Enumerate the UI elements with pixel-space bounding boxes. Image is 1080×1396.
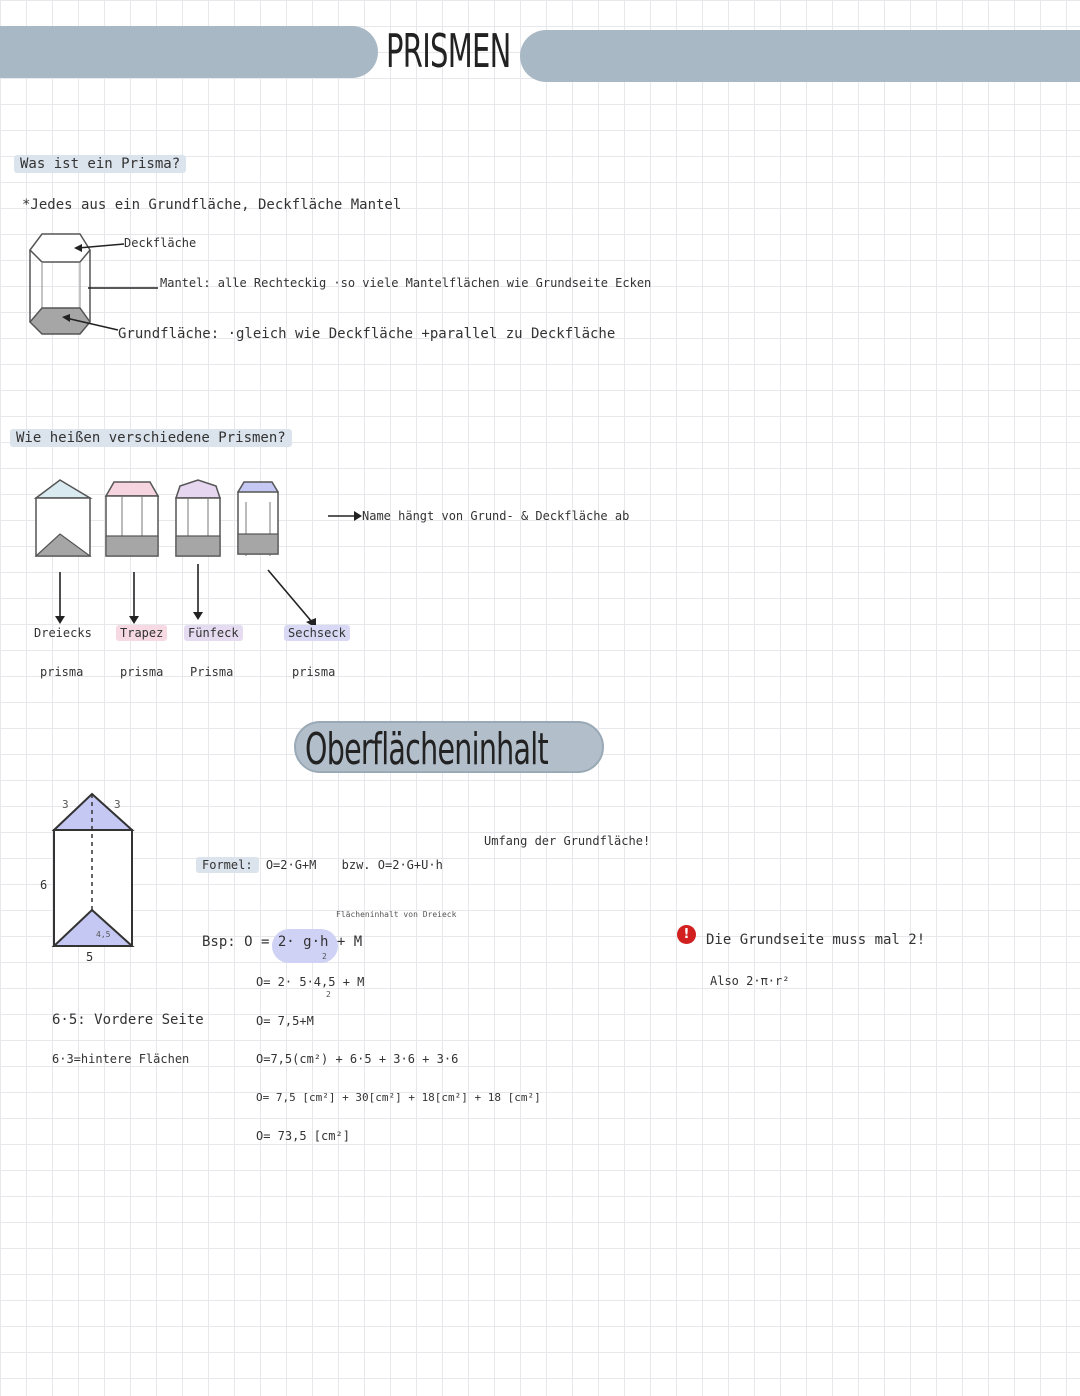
triangular-prism-figure — [50, 790, 140, 950]
surface-area-heading: Oberflächeninhalt — [305, 724, 548, 775]
figure-height: 6 — [40, 878, 48, 892]
umfang-note: Umfang der Grundfläche! — [484, 834, 651, 848]
definition-text: *Jedes aus ein Grundfläche, Deckfläche Mantel — [22, 197, 402, 213]
label-grundflaeche: Grundfläche: ·gleich wie Deckfläche +parallel zu Deckfläche — [118, 326, 616, 342]
prism-suffix-4: prisma — [292, 665, 336, 679]
label-mantel: Mantel: alle Rechteckig ·so viele Mantelflächen wie Grundseite Ecken — [160, 276, 652, 290]
side-back: 6·3=hintere Flächen — [52, 1052, 190, 1066]
calc-step-3: O=7,5(cm²) + 6·5 + 3·6 + 3·6 — [256, 1052, 459, 1066]
prism-suffix-1: prisma — [40, 665, 84, 679]
prism-name-4: Sechseck — [284, 626, 350, 640]
prism-name-3: Fünfeck — [184, 626, 243, 640]
figure-inner: 4,5 — [96, 930, 111, 939]
hexagon-prism-icon — [238, 482, 278, 556]
prism-name-arrows — [30, 560, 350, 630]
header-bar-right — [520, 30, 1080, 82]
page-title: PRISMEN — [386, 24, 511, 78]
prism-name-2: Trapez — [116, 626, 167, 640]
arrow-note: Name hängt von Grund- & Deckfläche ab — [362, 509, 630, 523]
bsp-frac-den: 2 — [322, 952, 327, 961]
section-heading-prism-names: Wie heißen verschiedene Prismen? — [10, 430, 292, 446]
calc-step-4: O= 7,5 [cm²] + 30[cm²] + 18[cm²] + 18 [cm²] — [256, 1091, 541, 1104]
trapezoid-prism-icon — [106, 482, 158, 556]
header-bar-left — [0, 26, 378, 78]
prism-suffix-2: prisma — [120, 665, 164, 679]
side-front: 6·5: Vordere Seite — [52, 1012, 204, 1028]
figure-top-right: 3 — [114, 798, 121, 811]
calc-step-1: O= 2· 5·4,5 + M — [256, 975, 365, 989]
bsp-row: Bsp: O = 2· g·h + M — [202, 934, 363, 950]
warning-icon: ! — [677, 925, 696, 944]
prism-suffix-3: Prisma — [190, 665, 234, 679]
prism-name-1: Dreiecks — [34, 626, 92, 640]
formula-row: Formel: O=2·G+M bzw. O=2·G+U·h — [196, 858, 443, 872]
pentagon-prism-icon — [176, 480, 220, 556]
section-heading-what-is-prism: Was ist ein Prisma? — [14, 156, 186, 172]
label-deckflaeche: Deckfläche — [124, 236, 197, 250]
figure-base: 5 — [86, 950, 94, 964]
arrow-right-icon — [326, 508, 362, 524]
note-also: Also 2·π·r² — [710, 974, 790, 988]
figure-top-left: 3 — [62, 798, 69, 811]
prism-types-illustration — [30, 476, 290, 566]
note-grundseite: Die Grundseite muss mal 2! — [706, 932, 926, 948]
flaeche-note: Flächeninhalt von Dreieck — [336, 910, 457, 919]
calc-step-5: O= 73,5 [cm²] — [256, 1129, 350, 1143]
triangular-prism-icon — [36, 480, 90, 556]
calc-step-2: O= 7,5+M — [256, 1014, 314, 1028]
calc-step-1-den: 2 — [326, 990, 331, 999]
